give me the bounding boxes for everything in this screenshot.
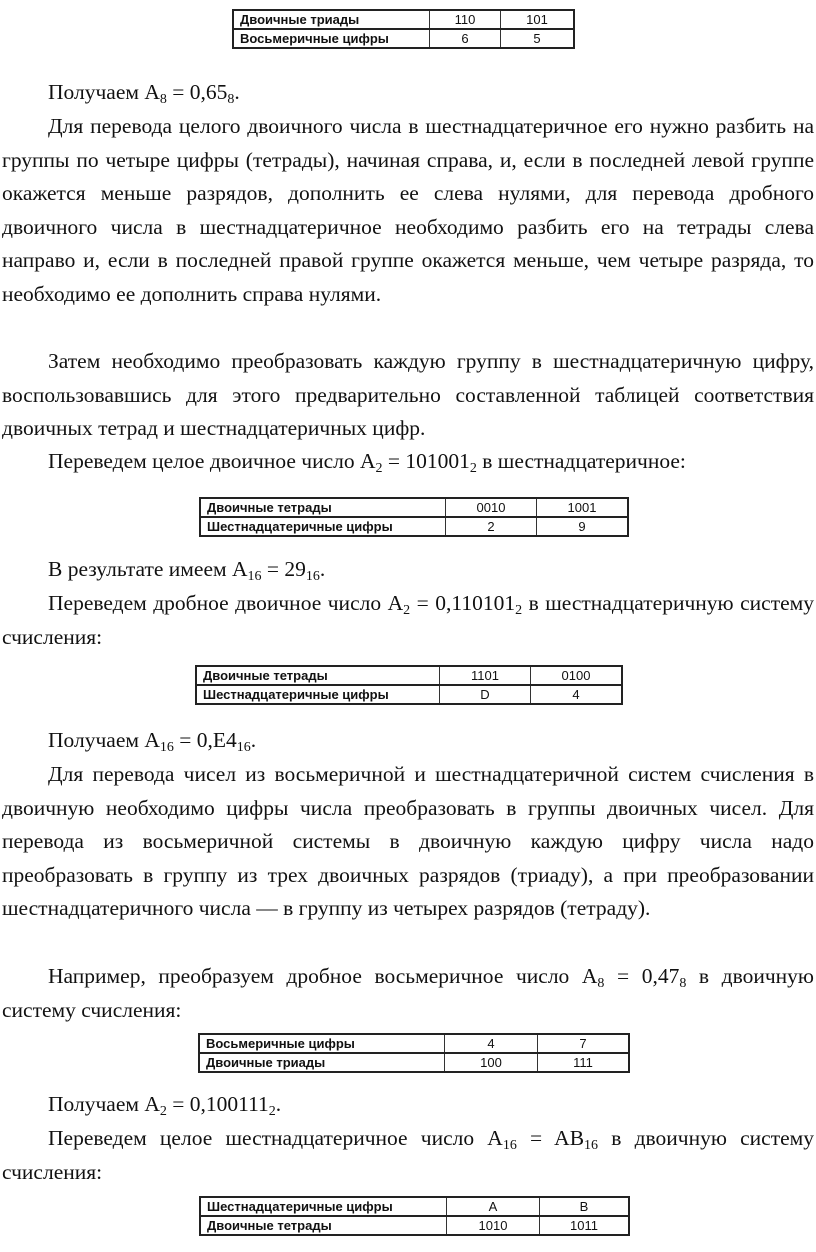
table-cell: B [540, 1197, 630, 1216]
result-text: = 0,E4 [173, 728, 237, 752]
table-tetrads-hex-1 [199, 497, 629, 537]
subscript: 16 [584, 1138, 599, 1153]
table-triads-octal [232, 9, 575, 49]
subscript: 2 [375, 461, 383, 476]
table-cell: 1010 [447, 1216, 540, 1235]
table-cell: 0100 [531, 666, 623, 685]
subscript: 8 [227, 92, 235, 107]
paragraph-text: = 0,47 [604, 964, 680, 988]
paragraph-text: Затем необходимо преобразовать каждую группу в шестнадцатеричную цифру, воспользовавшись для этого предварительно составленной таблицей соответствия двоичных тетрад и шестнадцатеричных цифр. [2, 349, 814, 440]
table-cell: 5 [501, 29, 575, 48]
table-cell: 1011 [540, 1216, 630, 1235]
result-line-4 [2, 1088, 814, 1122]
paragraph-example-octal [2, 960, 814, 1027]
paragraph-text: в двоичную систему счисления: [2, 964, 814, 1022]
table-cell: Восьмеричные цифры [233, 29, 430, 48]
table-cell: 7 [538, 1034, 630, 1053]
subscript: 16 [159, 740, 174, 755]
table-cell: 1001 [537, 498, 629, 517]
paragraph-text: Переведем целое двоичное число A [48, 449, 376, 473]
subscript: 16 [502, 1138, 517, 1153]
table-row [196, 685, 622, 704]
table-cell: 6 [430, 29, 501, 48]
table-row [199, 1034, 629, 1053]
table-hex-tetrads [199, 1196, 630, 1236]
table-row [200, 1197, 629, 1216]
table-cell: 2 [446, 517, 537, 536]
subscript: 16 [236, 740, 251, 755]
table-row [233, 10, 574, 29]
result-text: . [250, 728, 257, 752]
result-text: . [275, 1092, 282, 1116]
table-cell: 1101 [440, 666, 531, 685]
table-cell: Восьмеричные цифры [199, 1034, 445, 1053]
table-cell: Двоичные тетрады [200, 498, 446, 517]
paragraph-text: в шестнадцатеричную систему счисления: [2, 591, 814, 649]
paragraph-hex-conversion [2, 110, 814, 311]
paragraph-octal-hex-to-binary [2, 758, 814, 926]
table-cell: 4 [531, 685, 623, 704]
table-row [199, 1053, 629, 1072]
result-text: = 0,100111 [166, 1092, 269, 1116]
subscript: 8 [679, 976, 687, 991]
table-row [200, 1216, 629, 1235]
table-cell: Шестнадцатеричные цифры [196, 685, 440, 704]
result-text: = 0,65 [166, 80, 228, 104]
paragraph-example-fraction [2, 587, 814, 654]
result-line-2 [2, 553, 814, 587]
paragraph-example-hex [2, 1122, 814, 1189]
subscript: 16 [247, 569, 262, 584]
table-cell: 0010 [446, 498, 537, 517]
table-cell: Двоичные триады [233, 10, 430, 29]
table-cell: Двоичные тетрады [196, 666, 440, 685]
table-cell: 110 [430, 10, 501, 29]
table-cell: A [447, 1197, 540, 1216]
result-line-3 [2, 724, 814, 758]
paragraph-text: = 0,110101 [410, 591, 516, 615]
paragraph-text: Переведем дробное двоичное число A [48, 591, 404, 615]
table-cell: 4 [445, 1034, 538, 1053]
table-octal-triads [198, 1033, 630, 1073]
table-cell: 111 [538, 1053, 630, 1072]
paragraph-text: Для перевода целого двоичного числа в шестнадцатеричное его нужно разбить на группы по четыре цифры (тетрады), начиная справа, и, если в последней левой группе окажется меньше разрядов, дополнить ее слева нулями, для перевода дробного двоичного числа в шестнадцатеричное необходимо разбить его на тетрады слева направо и, если в последней правой группе окажется меньше, чем четыре разряда, то необходимо ее дополнить справа нулями. [2, 114, 814, 306]
subscript: 2 [268, 1104, 276, 1119]
subscript: 2 [159, 1104, 167, 1119]
paragraph-hex-groups [2, 345, 814, 446]
result-text: Получаем A [48, 80, 160, 104]
paragraph-text: Например, преобразуем дробное восьмеричное число A [48, 964, 598, 988]
subscript: 2 [469, 461, 477, 476]
paragraph-text: Для перевода чисел из восьмеричной и шестнадцатеричной систем счисления в двоичную необходимо цифры числа преобразовать в группы двоичных чисел. Для перевода из восьмеричной системы в двоичную каждую цифру числа надо преобразовать в группу из трех двоичных разрядов (триаду), а при преобразовании шестнадцатеричного числа — в группу из четырех разрядов (тетраду). [2, 762, 814, 920]
subscript: 2 [515, 603, 523, 618]
table-row [196, 666, 622, 685]
subscript: 8 [159, 92, 167, 107]
result-text: Получаем A [48, 1092, 160, 1116]
subscript: 16 [305, 569, 320, 584]
table-row [200, 498, 628, 517]
result-text: = 29 [261, 557, 306, 581]
table-cell: Шестнадцатеричные цифры [200, 517, 446, 536]
paragraph-text: = 101001 [382, 449, 470, 473]
table-cell: Двоичные триады [199, 1053, 445, 1072]
table-tetrads-hex-2 [195, 665, 623, 705]
paragraph-text: = AB [516, 1126, 585, 1150]
paragraph-text: Переведем целое шестнадцатеричное число A [48, 1126, 503, 1150]
result-text: . [234, 80, 240, 104]
table-cell: D [440, 685, 531, 704]
result-text: . [319, 557, 326, 581]
table-cell: 101 [501, 10, 575, 29]
paragraph-text: в шестнадцатеричное: [476, 449, 686, 473]
table-row [233, 29, 574, 48]
paragraph-example-integer [2, 445, 814, 479]
subscript: 8 [597, 976, 605, 991]
result-line-1 [2, 76, 814, 110]
table-row [200, 517, 628, 536]
table-cell: 100 [445, 1053, 538, 1072]
result-text: В результате имеем A [48, 557, 248, 581]
paragraph-text: в двоичную систему счисления: [2, 1126, 814, 1184]
result-text: Получаем A [48, 728, 160, 752]
subscript: 2 [403, 603, 411, 618]
table-cell: Двоичные тетрады [200, 1216, 447, 1235]
table-cell: Шестнадцатеричные цифры [200, 1197, 447, 1216]
table-cell: 9 [537, 517, 629, 536]
